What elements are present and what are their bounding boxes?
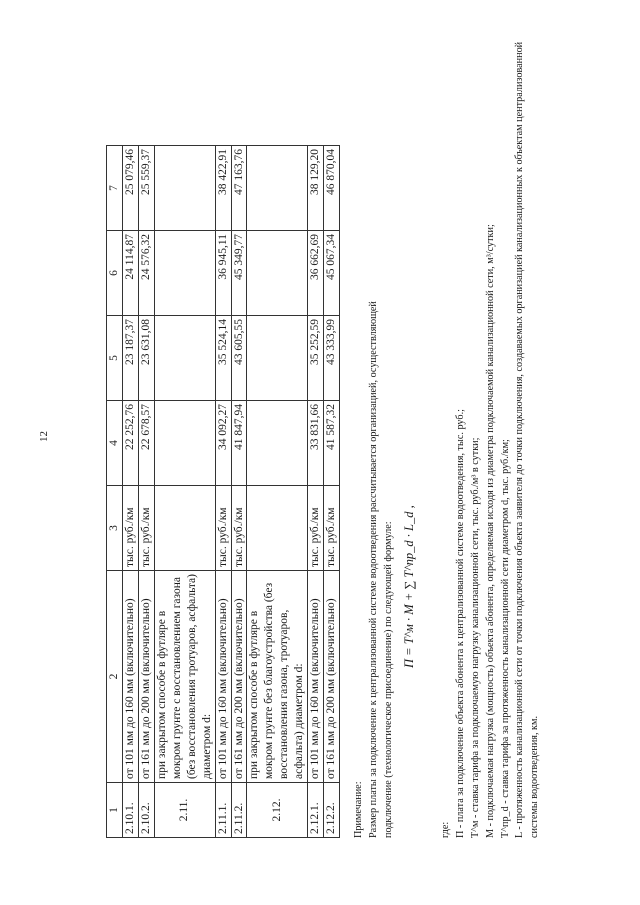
table-cell-empty bbox=[247, 146, 308, 231]
note-block bbox=[352, 278, 396, 838]
table-cell-c4: 34 092,27 bbox=[215, 401, 231, 486]
table-cell-id: 2.10.1. bbox=[122, 783, 138, 838]
table-row bbox=[247, 146, 308, 838]
table-cell-c5: 43 333,99 bbox=[324, 316, 340, 401]
table-cell-c6: 36 662,69 bbox=[308, 231, 324, 316]
table-cell-desc: от 161 мм до 200 мм (включительно) bbox=[324, 571, 340, 783]
table-cell-c5: 23 631,08 bbox=[138, 316, 154, 401]
table-cell-empty bbox=[247, 316, 308, 401]
table-cell-c4: 33 831,66 bbox=[308, 401, 324, 486]
table-cell-desc: от 101 мм до 160 мм (включительно) bbox=[308, 571, 324, 783]
column-header: 7 bbox=[107, 146, 123, 231]
table-cell-c5: 35 252,59 bbox=[308, 316, 324, 401]
table-cell-empty bbox=[247, 401, 308, 486]
table-cell-desc: от 101 мм до 160 мм (включительно) bbox=[122, 571, 138, 783]
table-cell-c7: 46 870,04 bbox=[324, 146, 340, 231]
table-cell-id: 2.12. bbox=[247, 783, 308, 838]
table-cell-c6: 45 349,77 bbox=[231, 231, 247, 316]
table-cell-id: 2.12.2. bbox=[324, 783, 340, 838]
column-header: 2 bbox=[107, 571, 123, 783]
table-cell-c7: 47 163,76 bbox=[231, 146, 247, 231]
table-cell-empty bbox=[154, 486, 215, 571]
table-header-row bbox=[107, 146, 123, 838]
table-cell-id: 2.12.1. bbox=[308, 783, 324, 838]
column-header: 1 bbox=[107, 783, 123, 838]
table-cell-empty bbox=[247, 486, 308, 571]
table-cell-desc: от 161 мм до 200 мм (включительно) bbox=[138, 571, 154, 783]
table-cell-c7: 38 422,91 bbox=[215, 146, 231, 231]
table-cell-empty bbox=[154, 146, 215, 231]
table-cell-id: 2.10.2. bbox=[138, 783, 154, 838]
column-header: 6 bbox=[107, 231, 123, 316]
table-row bbox=[122, 146, 138, 838]
table-cell-id: 2.11.2. bbox=[231, 783, 247, 838]
table-cell-c4: 41 847,94 bbox=[231, 401, 247, 486]
rotated-content bbox=[106, 38, 626, 838]
table-cell-c6: 36 945,11 bbox=[215, 231, 231, 316]
page-number: 12 bbox=[38, 431, 50, 442]
table-row bbox=[154, 146, 215, 838]
definition-item: Т^м - ставка тарифа за подключаемую нагрузку канализационной сети, тыс. руб./м³ в сутки; bbox=[469, 437, 481, 838]
table-cell-empty bbox=[154, 231, 215, 316]
table-row bbox=[215, 146, 231, 838]
note-text: Размер платы за подключение к централизованной системе водоотведения рассчитывается организацией, осуществляющей подключение (технологическое присоединение) по следующей формуле: bbox=[367, 301, 394, 838]
note-heading: Примечание: bbox=[353, 781, 365, 838]
table-cell-c4: 22 252,76 bbox=[122, 401, 138, 486]
definition-item: L - протяженность канализационной сети от точки подключения объекта заявителя до точки подключения, создаваемых организацией канализационных к объектам централизованной системы водоотведения, км. bbox=[514, 41, 541, 838]
table-cell-unit: тыс. руб./км bbox=[308, 486, 324, 571]
column-header: 3 bbox=[107, 486, 123, 571]
table-cell-unit: тыс. руб./км bbox=[138, 486, 154, 571]
table-cell-empty bbox=[247, 231, 308, 316]
table-cell-c5: 35 524,14 bbox=[215, 316, 231, 401]
table-cell-c5: 43 605,55 bbox=[231, 316, 247, 401]
definitions-list bbox=[454, 38, 543, 838]
table-cell-unit: тыс. руб./км bbox=[122, 486, 138, 571]
table-cell-c6: 24 576,32 bbox=[138, 231, 154, 316]
table-cell-desc: при закрытом способе в футляре в мокром грунте с восстановлением газона (без восстановления тротуаров, асфальта) диаметром d: bbox=[154, 571, 215, 783]
formula: П = Т^м · М + ∑ Т^пр_d · L_d , bbox=[402, 505, 417, 668]
table-cell-desc: от 161 мм до 200 мм (включительно) bbox=[231, 571, 247, 783]
table-cell-c7: 25 079,46 bbox=[122, 146, 138, 231]
table-row bbox=[138, 146, 154, 838]
table-row bbox=[231, 146, 247, 838]
table-cell-c7: 38 129,20 bbox=[308, 146, 324, 231]
table-row bbox=[324, 146, 340, 838]
table-cell-unit: тыс. руб./км bbox=[215, 486, 231, 571]
table-cell-id: 2.11.1. bbox=[215, 783, 231, 838]
definition-item: П - плата за подключение объекта абонента к централизованной системе водоотведения, тыс. руб.; bbox=[455, 409, 467, 838]
definition-item: М - подключаемая нагрузка (мощность) объекта абонента, определяемая исходя из диаметра подключаемой канализационной сети, м³/сутки; bbox=[484, 224, 496, 838]
table-cell-desc: при закрытом способе в футляре в мокром грунте без благоустройства (без восстановления газона, тротуаров, асфальта) диаметром d: bbox=[247, 571, 308, 783]
table-cell-empty bbox=[154, 401, 215, 486]
table-cell-id: 2.11. bbox=[154, 783, 215, 838]
where-label: где: bbox=[440, 821, 452, 838]
table-cell-c4: 41 587,32 bbox=[324, 401, 340, 486]
table-cell-unit: тыс. руб./км bbox=[231, 486, 247, 571]
table-cell-c5: 23 187,37 bbox=[122, 316, 138, 401]
table-cell-empty bbox=[154, 316, 215, 401]
table-cell-c4: 22 678,57 bbox=[138, 401, 154, 486]
table-row bbox=[308, 146, 324, 838]
table-cell-c7: 25 559,37 bbox=[138, 146, 154, 231]
table-cell-c6: 45 067,34 bbox=[324, 231, 340, 316]
column-header: 4 bbox=[107, 401, 123, 486]
definition-item: Т^пр_d - ставка тарифа за протяженность канализационной сети диаметром d, тыс. руб./км; bbox=[499, 439, 511, 838]
table-cell-c6: 24 114,87 bbox=[122, 231, 138, 316]
tariff-table bbox=[106, 145, 340, 838]
column-header: 5 bbox=[107, 316, 123, 401]
table-cell-desc: от 101 мм до 160 мм (включительно) bbox=[215, 571, 231, 783]
table-cell-unit: тыс. руб./км bbox=[324, 486, 340, 571]
